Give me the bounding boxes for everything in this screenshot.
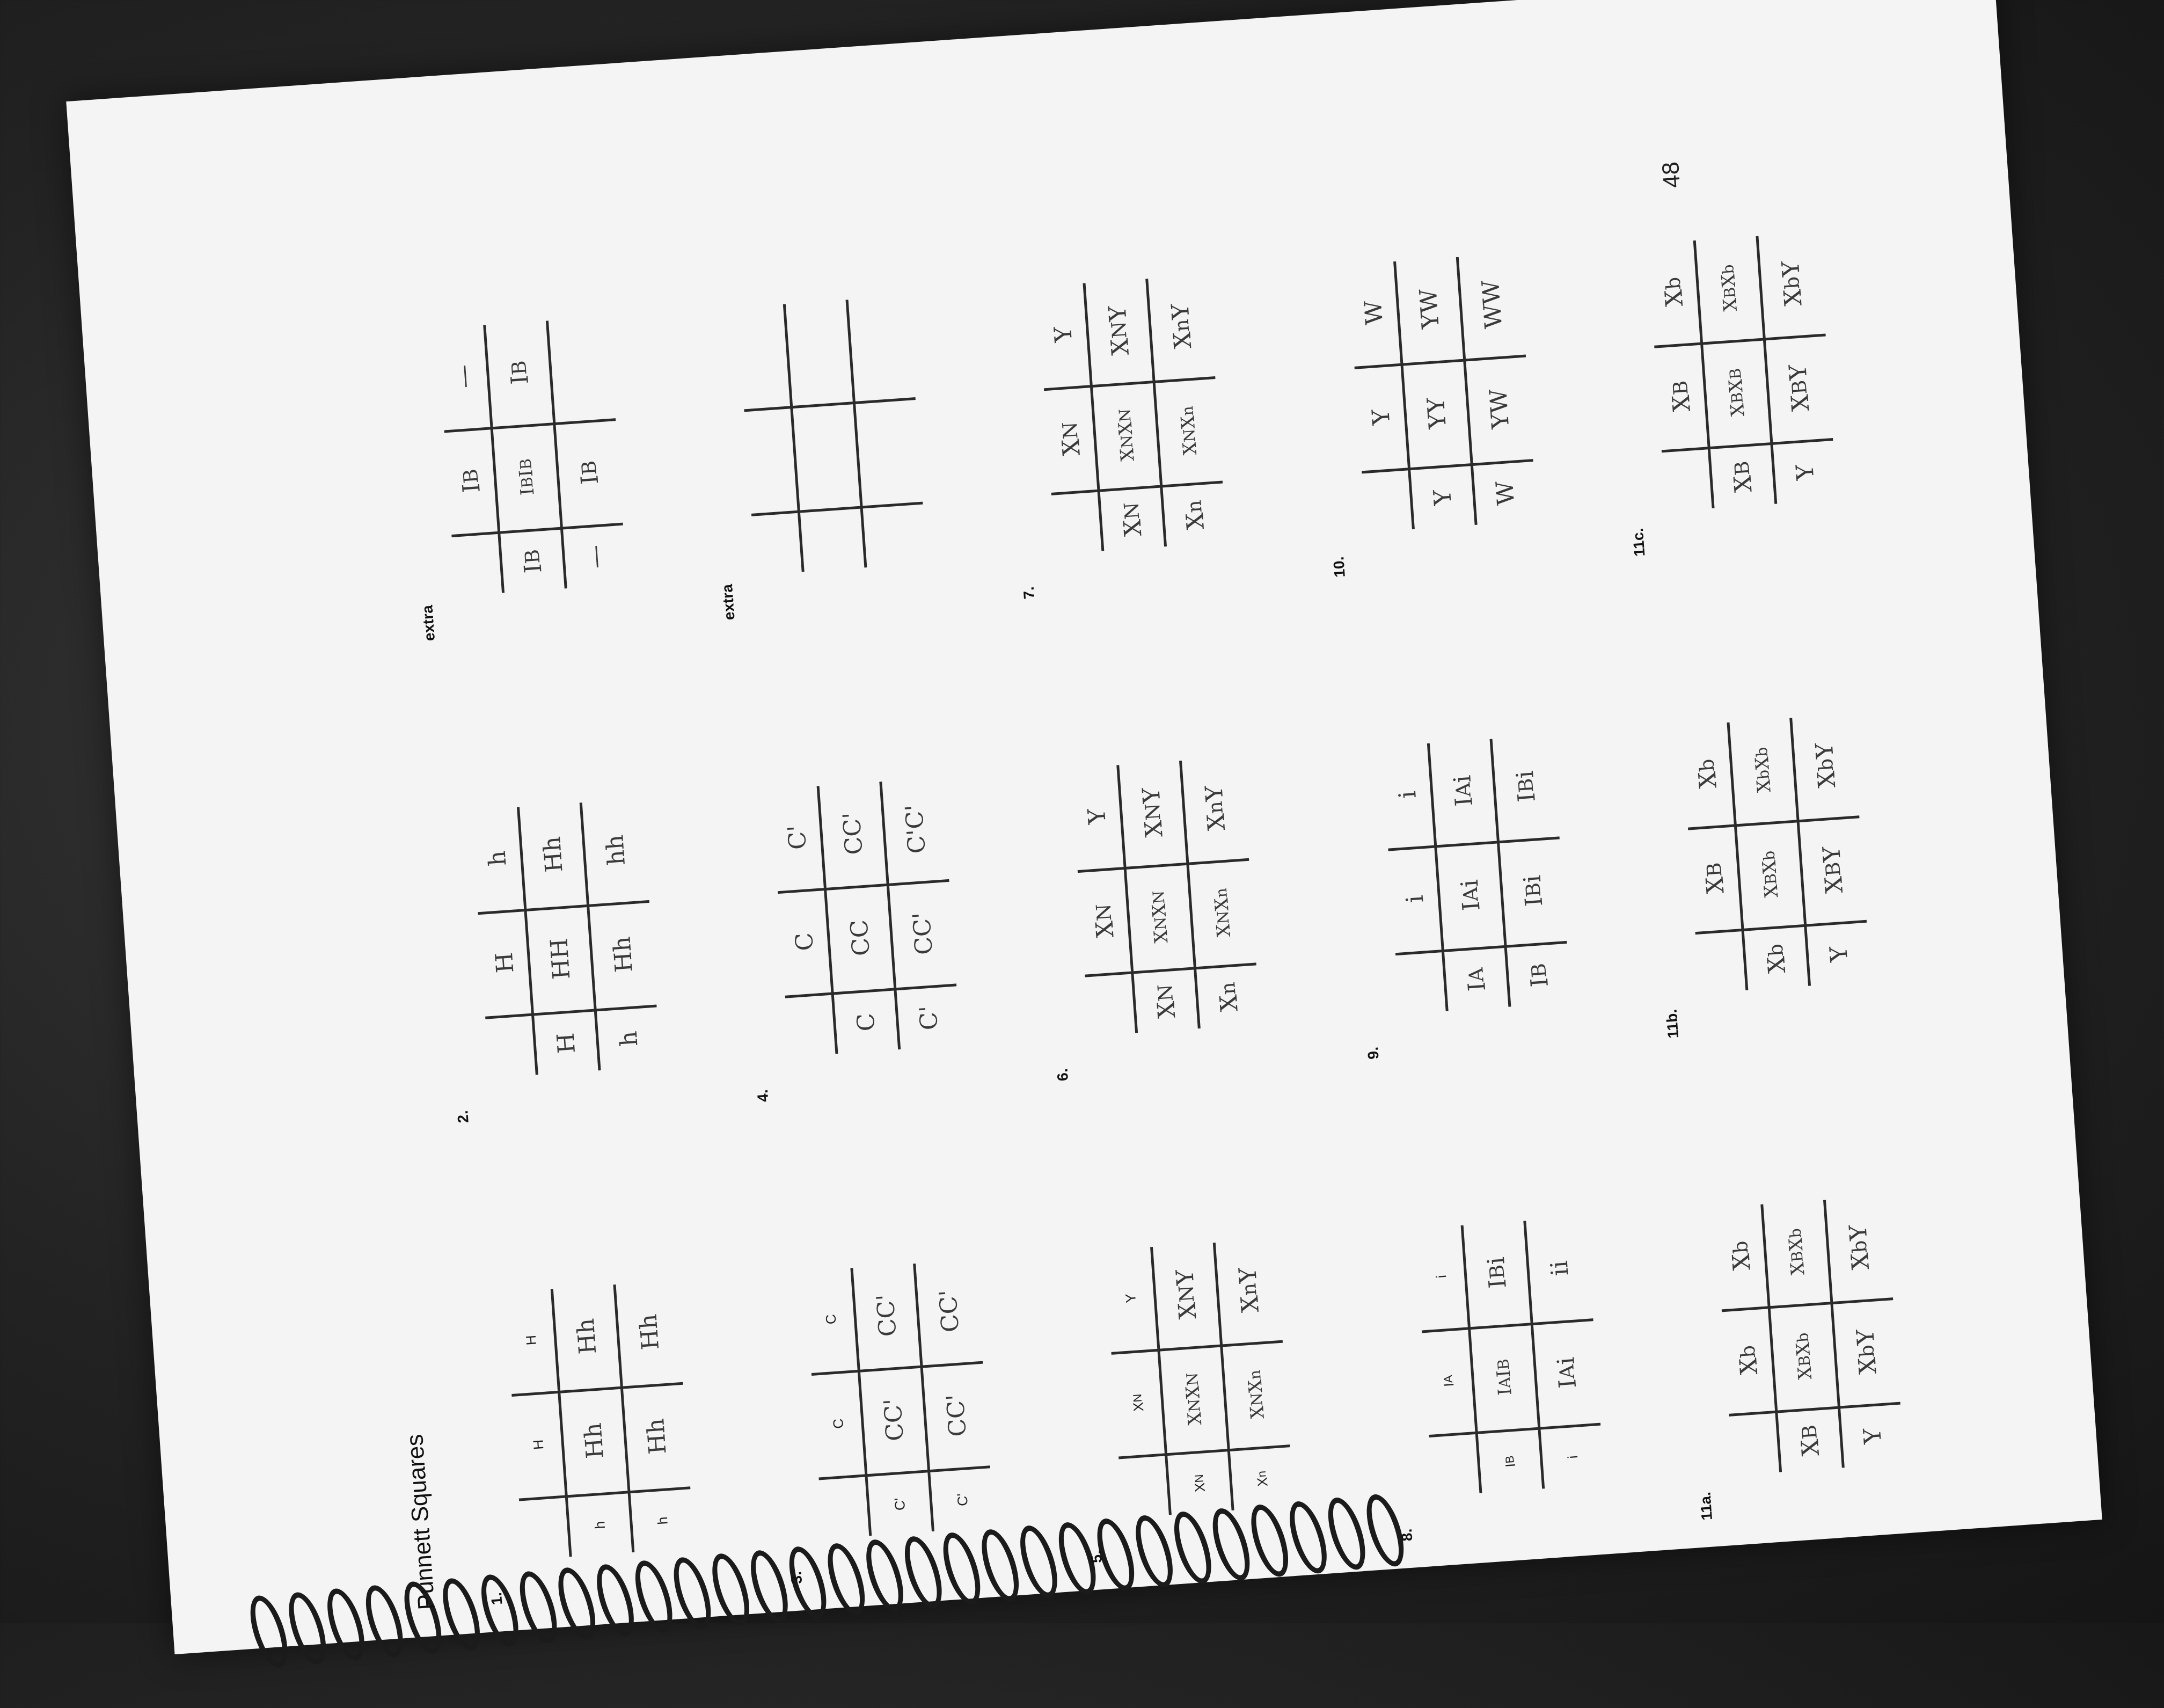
allele-column-header: h: [483, 850, 511, 867]
square-grid: [771, 777, 961, 1057]
allele-row-header: Y: [1790, 463, 1819, 481]
spiral-coil: [281, 1588, 333, 1668]
punnett-square: [1015, 734, 1274, 1083]
square-grid: [1104, 1238, 1294, 1518]
square-number: 4.: [754, 1089, 772, 1103]
allele-column-header: X N: [1091, 903, 1120, 939]
square-number: 2.: [454, 1110, 472, 1124]
genotype-cell: I B i: [1511, 770, 1541, 803]
square-number: 3.: [787, 1571, 806, 1585]
page-number: 48: [1657, 160, 1686, 189]
allele-row-header: H: [552, 1032, 581, 1055]
square-grid: [805, 1259, 995, 1539]
worksheet-page: [66, 0, 2102, 1654]
square-grid: [737, 296, 927, 575]
genotype-cell: hh: [601, 834, 631, 866]
allele-column-header: Y: [1366, 408, 1395, 426]
allele-row-header: h: [654, 1516, 671, 1525]
allele-column-header: i: [1401, 894, 1429, 904]
genotype-cell: CC': [941, 1393, 972, 1438]
allele-row-header: X B: [1729, 460, 1758, 493]
allele-column-header: C: [790, 931, 819, 952]
square-grid: [1681, 714, 1871, 994]
allele-row-header: C: [851, 1012, 881, 1032]
genotype-cell: X B X b: [1792, 1332, 1817, 1381]
allele-row-header: i: [1564, 1455, 1581, 1459]
punnett-square: [1659, 1173, 1918, 1522]
allele-row-header: —: [580, 544, 610, 570]
genotype-cell: I B i: [1482, 1256, 1512, 1289]
genotype-cell: Hh: [572, 1317, 602, 1355]
allele-row-header: I B: [1502, 1455, 1518, 1468]
allele-row-header: I B: [1525, 962, 1554, 988]
allele-row-header: X n: [1181, 499, 1210, 531]
genotype-cell: [849, 296, 916, 399]
square-number: extra: [419, 604, 438, 642]
genotype-cell: X N Y: [1137, 786, 1168, 838]
allele-column-header: [737, 304, 790, 407]
square-number: 6.: [1054, 1068, 1072, 1082]
genotype-cell: X N X n: [1211, 887, 1235, 938]
allele-column-header: C: [829, 1418, 846, 1429]
genotype-cell: I B I B: [515, 458, 539, 497]
genotype-cell: Hh: [579, 1422, 609, 1460]
punnett-square: [715, 755, 974, 1104]
genotype-cell: [793, 404, 859, 507]
genotype-cell: X n Y: [1200, 784, 1231, 832]
allele-column-header: I B: [457, 468, 486, 494]
genotype-cell: X b X b: [1751, 746, 1775, 793]
allele-row-header: X b: [1762, 943, 1791, 974]
allele-row-header: X N: [1118, 501, 1147, 537]
square-grid: [437, 317, 627, 596]
genotype-cell: X N X N: [1114, 408, 1139, 462]
square-number: 1.: [487, 1592, 506, 1605]
spiral-coil: [243, 1591, 295, 1671]
genotype-cell: I A i: [1448, 774, 1478, 807]
square-number: extra: [719, 583, 738, 621]
genotype-cell: Hh: [641, 1417, 672, 1455]
genotype-cell: X N X N: [1182, 1371, 1207, 1426]
square-grid: [1415, 1217, 1605, 1497]
punnett-square: [982, 252, 1240, 601]
allele-row-header: X n: [1254, 1470, 1271, 1487]
page-title: Punnett Squares: [401, 1433, 440, 1611]
punnett-square: [449, 1258, 708, 1607]
square-grid: [1037, 274, 1227, 554]
allele-row-header: I B: [518, 548, 547, 574]
genotype-cell: X B X b: [1758, 850, 1783, 899]
allele-column-header: i: [1432, 1274, 1449, 1279]
allele-row-header: X B: [1796, 1424, 1825, 1457]
allele-column-header: H: [490, 951, 519, 974]
genotype-cell: X b Y: [1844, 1224, 1875, 1271]
genotype-cell: CC': [837, 811, 868, 856]
genotype-cell: I A I B: [1493, 1358, 1516, 1396]
allele-column-header: X B: [1667, 379, 1696, 413]
genotype-cell: X b Y: [1776, 260, 1808, 307]
allele-column-header: X N: [1057, 421, 1086, 457]
square-number: 11b.: [1663, 1009, 1682, 1039]
genotype-cell: CC: [845, 918, 875, 957]
genotype-cell: I B i: [1518, 874, 1548, 908]
allele-row-header: Y: [1824, 945, 1853, 963]
punnett-square: [1592, 210, 1851, 558]
genotype-cell: I B: [506, 360, 534, 385]
allele-column-header: —: [449, 363, 478, 389]
genotype-cell: X N X N: [1148, 890, 1173, 944]
genotype-cell: Hh: [538, 835, 568, 873]
square-grid: [1714, 1196, 1904, 1476]
genotype-cell: X N Y: [1103, 304, 1135, 356]
allele-row-header: I A: [1463, 967, 1491, 992]
allele-column-header: Y: [1083, 807, 1112, 826]
allele-column-header: X B: [1701, 862, 1730, 895]
allele-column-header: X b: [1693, 758, 1722, 790]
allele-column-header: X N: [1129, 1393, 1146, 1412]
genotype-cell: [786, 300, 852, 403]
square-number: 9.: [1364, 1046, 1382, 1060]
genotype-cell: X n Y: [1166, 302, 1197, 350]
genotype-cell: X b Y: [1810, 742, 1841, 789]
genotype-cell: X B Y: [1783, 363, 1815, 412]
allele-column-header: [744, 408, 798, 511]
genotype-cell: YY: [1422, 397, 1452, 430]
allele-column-header: C': [783, 824, 812, 851]
allele-row-header: W: [1490, 480, 1520, 507]
allele-column-header: C: [822, 1313, 839, 1325]
genotype-cell: [549, 317, 616, 420]
allele-column-header: I A: [1440, 1375, 1457, 1388]
allele-row-header: [801, 509, 864, 572]
genotype-cell: X B X b: [1785, 1228, 1809, 1276]
punnett-square: [382, 294, 641, 643]
spiral-coil: [359, 1581, 411, 1661]
allele-row-header: Y: [1858, 1427, 1887, 1445]
allele-column-header: W: [1359, 300, 1388, 326]
allele-column-header: X b: [1659, 276, 1688, 308]
genotype-cell: Hh: [634, 1313, 664, 1351]
genotype-cell: X N X n: [1177, 405, 1202, 456]
punnett-square: [1359, 1194, 1618, 1543]
spiral-coil: [320, 1584, 372, 1665]
punnett-square: [749, 1237, 1008, 1586]
genotype-cell: X N X n: [1244, 1369, 1269, 1420]
square-number: 10.: [1330, 556, 1348, 578]
allele-row-header: [863, 505, 927, 568]
allele-column-header: X b: [1727, 1240, 1756, 1272]
punnett-square: [1326, 713, 1585, 1061]
genotype-cell: CC': [871, 1293, 902, 1338]
allele-row-header: C': [953, 1493, 971, 1507]
square-grid: [1647, 232, 1837, 512]
square-number: 8.: [1398, 1528, 1416, 1542]
allele-row-header: X n: [1215, 981, 1244, 1013]
genotype-cell: I A i: [1456, 878, 1486, 912]
punnett-square: [416, 776, 675, 1125]
square-grid: [1381, 735, 1571, 1014]
punnett-square: [1292, 231, 1551, 579]
genotype-cell: X N Y: [1171, 1268, 1202, 1320]
allele-column-header: Y: [1122, 1293, 1139, 1304]
allele-column-header: X b: [1734, 1344, 1763, 1376]
genotype-cell: HH: [545, 937, 576, 981]
allele-column-header: i: [1393, 790, 1422, 800]
genotype-cell: WW: [1476, 279, 1508, 330]
genotype-cell: X B X b: [1717, 264, 1742, 312]
genotype-cell: ii: [1545, 1259, 1574, 1277]
genotype-cell: CC': [934, 1288, 964, 1333]
genotype-cell: CC': [879, 1397, 909, 1442]
allele-column-header: H: [522, 1334, 539, 1346]
square-grid: [1070, 756, 1260, 1036]
square-grid: [1347, 253, 1537, 532]
genotype-cell: X b Y: [1851, 1328, 1882, 1375]
allele-row-header: Y: [1428, 488, 1457, 507]
allele-column-header: Y: [1049, 325, 1078, 344]
punnett-square: [1626, 691, 1884, 1040]
allele-row-header: C': [914, 1004, 944, 1031]
genotype-cell: I B: [575, 459, 604, 486]
worksheet-content: [304, 0, 2164, 1611]
square-number: 5.: [1087, 1550, 1105, 1564]
allele-row-header: X N: [1191, 1473, 1208, 1493]
genotype-cell: X B X B: [1724, 367, 1749, 418]
punnett-square: [1049, 1216, 1308, 1565]
genotype-cell: Hh: [608, 936, 638, 974]
genotype-cell: X n Y: [1233, 1266, 1264, 1313]
genotype-cell: [856, 400, 923, 503]
square-grid: [471, 798, 661, 1078]
allele-row-header: h: [615, 1030, 644, 1048]
genotype-cell: C'C': [900, 804, 931, 855]
genotype-cell: I A i: [1552, 1356, 1582, 1390]
square-number: 11a.: [1697, 1491, 1716, 1521]
square-number: 11c.: [1629, 527, 1648, 557]
square-grid: [505, 1280, 694, 1560]
punnett-square: [682, 273, 941, 622]
allele-row-header: C': [891, 1497, 908, 1512]
genotype-cell: YW: [1484, 388, 1515, 430]
genotype-cell: X B Y: [1817, 845, 1848, 894]
allele-row-header: X N: [1152, 983, 1181, 1019]
square-number: 7.: [1020, 586, 1038, 600]
allele-column-header: H: [529, 1439, 547, 1450]
genotype-cell: YW: [1414, 288, 1445, 330]
allele-row-header: h: [591, 1520, 608, 1530]
genotype-cell: CC': [908, 911, 938, 956]
